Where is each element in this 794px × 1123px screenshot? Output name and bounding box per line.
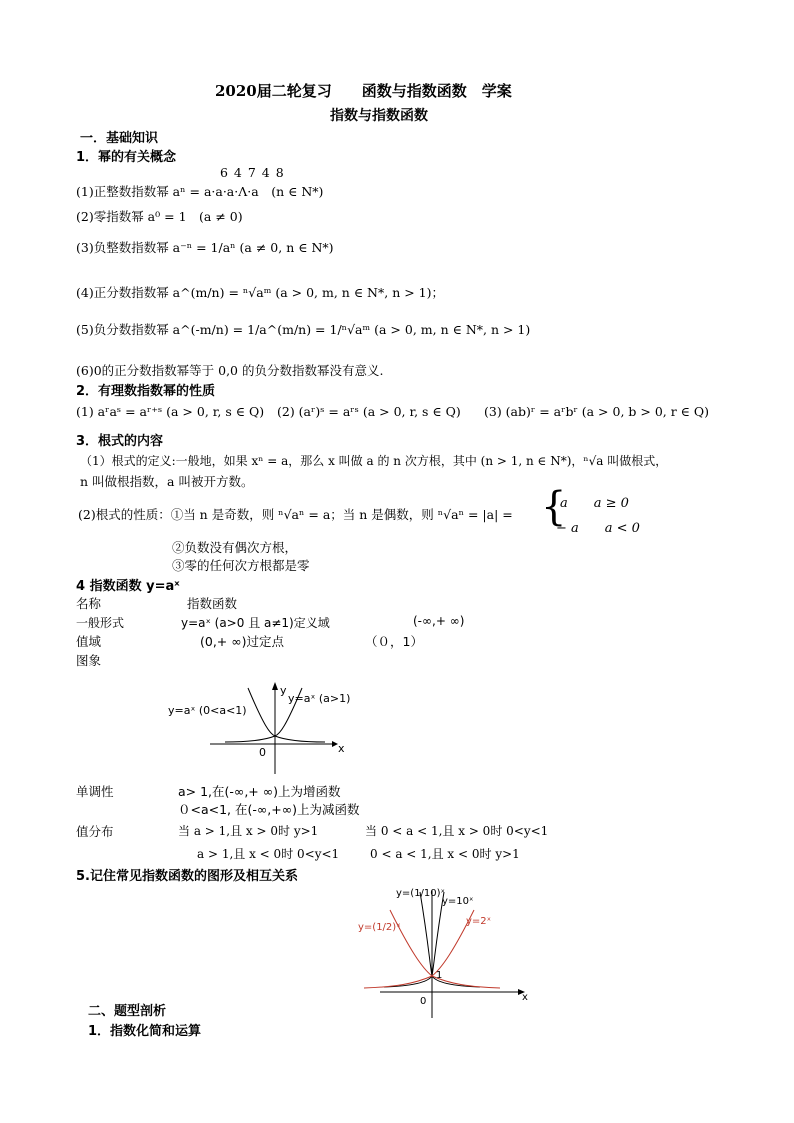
graph1-right-label: y=aˣ (a>1) [288, 692, 351, 705]
graph1-y-label: y [280, 684, 287, 697]
item-zero-power: (2)零指数幂 a⁰ = 1 (a ≠ 0) [76, 209, 243, 224]
radical-property: (2)根式的性质：①当 n 是奇数，则 ⁿ√aⁿ = a；当 n 是偶数，则 ⁿ√aⁿ = |a| = [78, 507, 513, 522]
table-point-value: （０，1） [365, 634, 423, 649]
mono-label: 单调性 [76, 784, 114, 799]
section-heading-problems: 二、题型剖析 [88, 1004, 167, 1019]
subheading-simplify: 1．指数化简和运算 [88, 1024, 202, 1039]
prop-1: (1) aʳaˢ = aʳ⁺ˢ (a > 0, r, s ∈ Q) [76, 404, 265, 419]
table-domain-value: (-∞,+ ∞) [413, 614, 465, 628]
mono-decreasing: ０<a<1, 在(-∞,+∞)上为减函数 [178, 802, 360, 817]
dist-3: a > 1,且 x < 0时 0<y<1 [197, 847, 340, 861]
subheading-power-concepts: 1．幂的有关概念 [76, 150, 177, 165]
subheading-radical: 3．根式的内容 [76, 434, 164, 449]
case-negative: − a a < 0 [556, 521, 640, 536]
brace-label: 6 4 7 4 8 [220, 165, 285, 180]
y-axis-arrow [272, 682, 278, 690]
item-positive-integer-power: (1)正整数指数幂 aⁿ = a·a·a·Λ·a (n ∈ N*) [76, 184, 324, 199]
subheading-rational-props: 2．有理数指数幂的性质 [76, 384, 216, 399]
subheading-exp-function: 4 指数函数 y=aˣ [76, 579, 180, 594]
common-exp-graphs [350, 880, 540, 1020]
section-heading-basics: 一．基础知识 [80, 131, 159, 146]
table-range-value: (0,+ ∞)过定点 [200, 634, 285, 649]
item-negative-integer-power: (3)负整数指数幂 a⁻ⁿ = 1/aⁿ (a ≠ 0, n ∈ N*) [76, 240, 334, 255]
radical-property-3: ③零的任何次方根都是零 [172, 558, 310, 573]
table-name-value: 指数函数 [187, 596, 238, 611]
radical-definition-line1: （1）根式的定义:一般地，如果 xⁿ = a，那么 x 叫做 a 的 n 次方根，其中 (n > 1, n ∈ N*)，ⁿ√a 叫做根式， [80, 454, 668, 468]
item-negative-fraction-power: (5)负分数指数幂 a^(-m/n) = 1/a^(m/n) = 1/ⁿ√aᵐ (a > 0, m, n ∈ N*, n > 1) [76, 322, 531, 337]
dist-4: 0 < a < 1,且 x < 0时 y>1 [370, 847, 520, 861]
table-name-label: 名称 [76, 596, 102, 611]
label-two: y=2ˣ [466, 916, 492, 927]
table-range-label: 值域 [76, 634, 102, 649]
label-one: 1 [436, 970, 443, 981]
label-half: y=(1/2)ˣ [358, 922, 401, 933]
table-form-label: 一般形式 [76, 616, 125, 630]
graph1-left-label: y=aˣ (0<a<1) [168, 704, 247, 717]
radical-property-2: ②负数没有偶次方根， [172, 540, 298, 555]
label-tenth: y=(1/10)ˣ [396, 888, 445, 899]
table-graph-label: 图象 [76, 653, 102, 668]
cases-brace: { [541, 484, 567, 530]
exp-function-graph [160, 676, 390, 776]
dist-label: 值分布 [76, 824, 114, 839]
g2-x-label: x [522, 992, 528, 1003]
subheading-common-graphs: 5.记住常见指数函数的图形及相互关系 [76, 869, 298, 884]
page-subtitle: 指数与指数函数 [330, 108, 428, 124]
radical-definition-line2: n 叫做根指数，a 叫被开方数。 [80, 474, 254, 489]
prop-3: (3) (ab)ʳ = aʳbʳ (a > 0, b > 0, r ∈ Q) [484, 404, 710, 419]
prop-2: (2) (aʳ)ˢ = aʳˢ (a > 0, r, s ∈ Q) [277, 404, 461, 419]
item-positive-fraction-power: (4)正分数指数幂 a^(m/n) = ⁿ√aᵐ (a > 0, m, n ∈ N*, n > 1)； [76, 285, 444, 300]
graph1-origin: 0 [259, 746, 266, 759]
page-title: 2020届二轮复习 函数与指数函数 学案 [215, 82, 512, 100]
label-ten: y=10ˣ [442, 896, 474, 907]
case-nonnegative: a a ≥ 0 [560, 496, 629, 511]
table-form-value: y=aˣ (a>0 且 a≠1)定义域 [181, 616, 330, 630]
mono-increasing: a> 1,在(-∞,+ ∞)上为增函数 [178, 784, 341, 799]
item-zero-fraction-note: (6)0的正分数指数幂等于 0,0 的负分数指数幂没有意义. [76, 363, 384, 378]
graph1-x-label: x [338, 742, 345, 755]
dist-2: 当 0 < a < 1,且 x > 0时 0<y<1 [365, 824, 549, 838]
g2-origin: 0 [420, 996, 427, 1007]
dist-1: 当 a > 1,且 x > 0时 y>1 [178, 824, 319, 838]
